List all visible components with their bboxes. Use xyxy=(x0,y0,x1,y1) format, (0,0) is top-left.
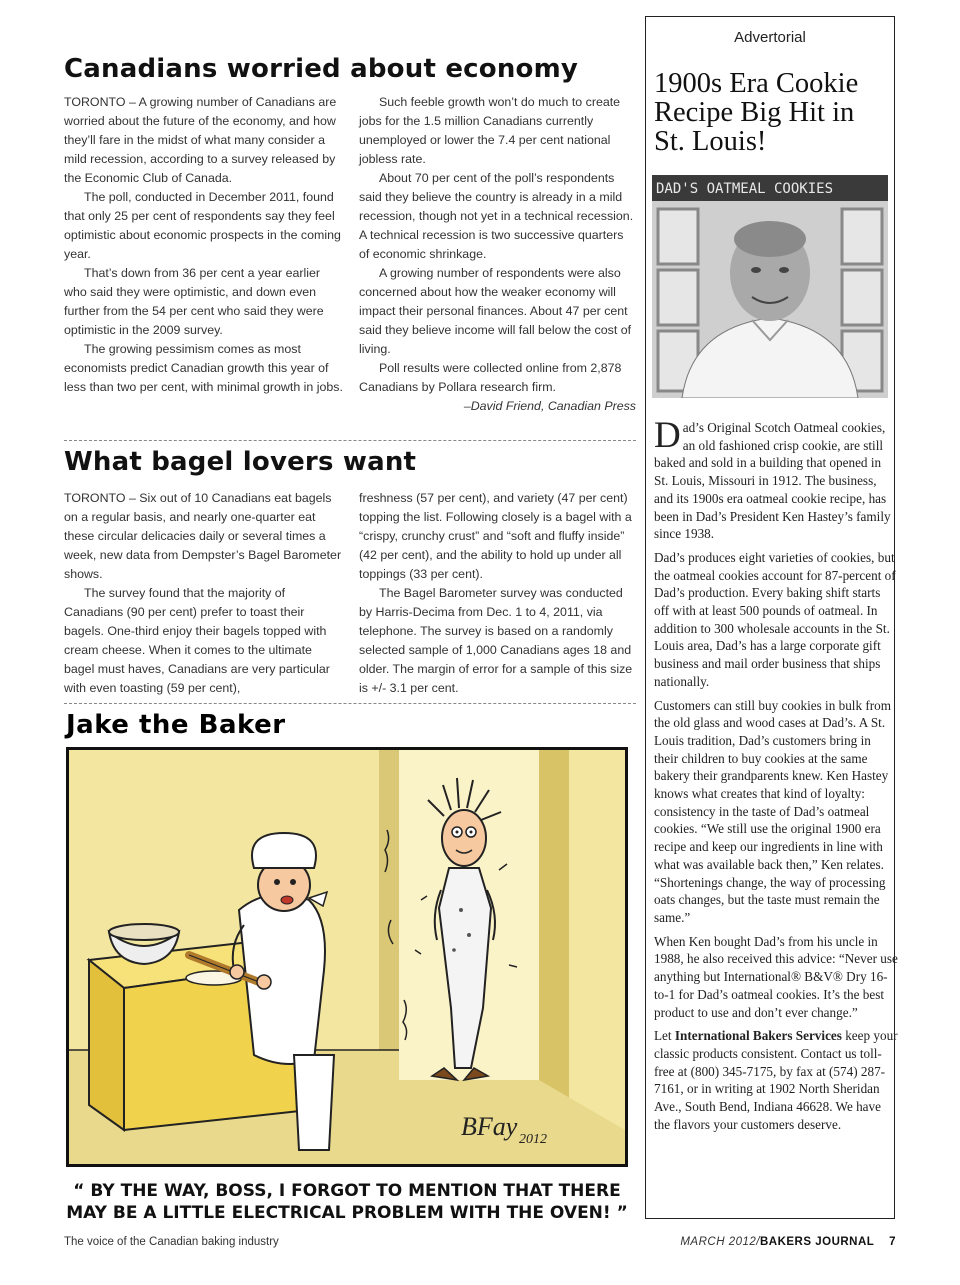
article-1-column-2 xyxy=(359,93,636,416)
divider xyxy=(64,703,636,704)
magazine-name: BAKERS JOURNAL xyxy=(759,1236,875,1248)
portrait-image xyxy=(652,175,888,398)
cartoon-caption: “ BY THE WAY, BOSS, I FORGOT TO MENTION THAT THERE MAY BE A LITTLE ELECTRICAL PROBLEM WITH THE OVEN! ” xyxy=(66,1181,628,1223)
advertorial-paragraph: Customers can still buy cookies in bulk from the old glass and wood cases at Dad’s. A St. Louis tradition, Dad’s customers bring in their children to buy cookies at the same bakery their grandparents knew. Ken Hastey knows what creates that kind of loyalty: consistency in the taste of Dad’s oatmeal cookies. “We still use the original 1900 era recipe and keep our ingredients in line with what was available back then,” Ken relates. “Shortenings change, the way of processing oats changes, but the taste must remain the same.” xyxy=(654,697,891,925)
byline: –David Friend, Canadian Press xyxy=(463,399,636,413)
cartoon-year: 2012 xyxy=(519,1132,547,1147)
advertorial-title: 1900s Era Cookie Recipe Big Hit in St. Louis! xyxy=(654,68,859,157)
paragraph: TORONTO – Six out of 10 Canadians eat bagels on a regular basis, and nearly one-quarter eat these circular delicacies daily or several times a week, new data from Dempster’s Bagel Barometer shows. xyxy=(64,491,342,581)
paragraph: A growing number of respondents were also concerned about how the weaker economy will impact their personal finances. About 47 per cent said they believe income will fall below the cost of living. xyxy=(359,266,632,356)
advertorial-photo xyxy=(652,175,888,398)
cartoon-title: Jake the Baker xyxy=(66,710,286,740)
cartoon-signature: BFay xyxy=(461,1112,518,1141)
advertorial-box xyxy=(645,16,898,1219)
drop-cap: D xyxy=(654,415,681,456)
issue-date: MARCH 2012/ xyxy=(680,1236,760,1248)
article-2-column-1 xyxy=(64,489,344,698)
advertorial-body xyxy=(654,415,898,1139)
paragraph: That’s down from 36 per cent a year earlier who said they were optimistic, and down even further from the 54 per cent who said they were optimistic in the 2009 survey. xyxy=(64,266,324,337)
paragraph: The poll, conducted in December 2011, found that only 25 per cent of respondents say they feel optimistic about economic prospects in the coming year. xyxy=(64,190,341,261)
footer-tagline: The voice of the Canadian baking industry xyxy=(64,1236,279,1248)
article-1-headline: Canadians worried about economy xyxy=(64,54,579,84)
paragraph: freshness (57 per cent), and variety (47 per cent) topping the list. Following closely is a bagel with a “crispy, crunchy crust” and “soft and fluffy inside” (42 per cent), and the ability to hold up under all toppings (33 per cent). xyxy=(359,491,632,581)
cartoon-illustration xyxy=(69,750,625,1164)
advertorial-label: Advertorial xyxy=(734,29,806,46)
advertorial-paragraph: Dad’s produces eight varieties of cookies, but the oatmeal cookies account for 87-percent of Dad’s production. Every baking shift starts off with at least 500 pounds of oatmeal. In addition to 300 wholesale accounts in the St. Louis area, Dad’s has a large corporate gift business and mail order business that ships nationally. xyxy=(654,549,896,689)
paragraph: The survey found that the majority of Canadians (90 per cent) prefer to toast their bagels. One-third enjoy their bagels topped with cream cheese. When it comes to the ultimate bagel must haves, Canadians are very particular with even toasting (59 per cent), xyxy=(64,586,330,695)
divider xyxy=(64,440,636,441)
paragraph: About 70 per cent of the poll’s respondents said they believe the country is already in a mild recession, though not yet in a technical recession. A technical recession is two successive quarters of economic shrinkage. xyxy=(359,171,634,261)
article-2-column-2 xyxy=(359,489,636,698)
paragraph: TORONTO – A growing number of Canadians are worried about the future of the economy, and how they’ll fare in the midst of what many consider a mild recession, according to a survey released by the Economic Club of Canada. xyxy=(64,95,337,185)
paragraph: Such feeble growth won’t do much to create jobs for the 1.5 million Canadians currently unemployed or lower the 7.4 per cent national jobless rate. xyxy=(359,95,621,166)
sign-text: DAD'S OATMEAL COOKIES xyxy=(656,181,834,197)
footer-issue-info xyxy=(680,1236,896,1248)
page-number: 7 xyxy=(889,1236,896,1248)
article-2-headline: What bagel lovers want xyxy=(64,447,417,477)
advertorial-paragraph: Dad’s Original Scotch Oatmeal cookies, an old fashioned crisp cookie, are still baked and sold in a building that opened in St. Louis, Missouri in 1912. The business, and its 1900s era oatmeal cookie recipe, has been in Dad’s President Ken Hastey’s family since 1938. xyxy=(654,415,891,542)
paragraph: Poll results were collected online from 2,878 Canadians by Pollara research firm. xyxy=(359,361,622,394)
advertorial-paragraph: Let International Bakers Services keep your classic products consistent. Contact us toll-free at (800) 345-7175, by fax at (574) 287-7161, or in writing at 1902 North Sheridan Ave., South Bend, Indiana 46628. We have the flavors your customers deserve. xyxy=(654,1028,898,1132)
article-1-column-1 xyxy=(64,93,344,397)
cartoon-panel xyxy=(66,747,628,1167)
paragraph: The growing pessimism comes as most economists predict Canadian growth this year of less than two per cent, with minimal growth in jobs. xyxy=(64,342,343,394)
advertorial-paragraph: When Ken bought Dad’s from his uncle in 1988, he also received this advice: “Never use anything but International® B&V® Dry 16-to-1 for Dad’s oatmeal cookies. It’s the best product to use and don’t ever change.” xyxy=(654,933,898,1020)
company-name: International Bakers Services xyxy=(674,1028,842,1044)
paragraph: The Bagel Barometer survey was conducted by Harris-Decima from Dec. 1 to 4, 2011, via telephone. The survey is based on a randomly selected sample of 1,000 Canadians ages 18 and older. The margin of error for a sample of this size is +/- 3.1 per cent. xyxy=(359,586,633,695)
